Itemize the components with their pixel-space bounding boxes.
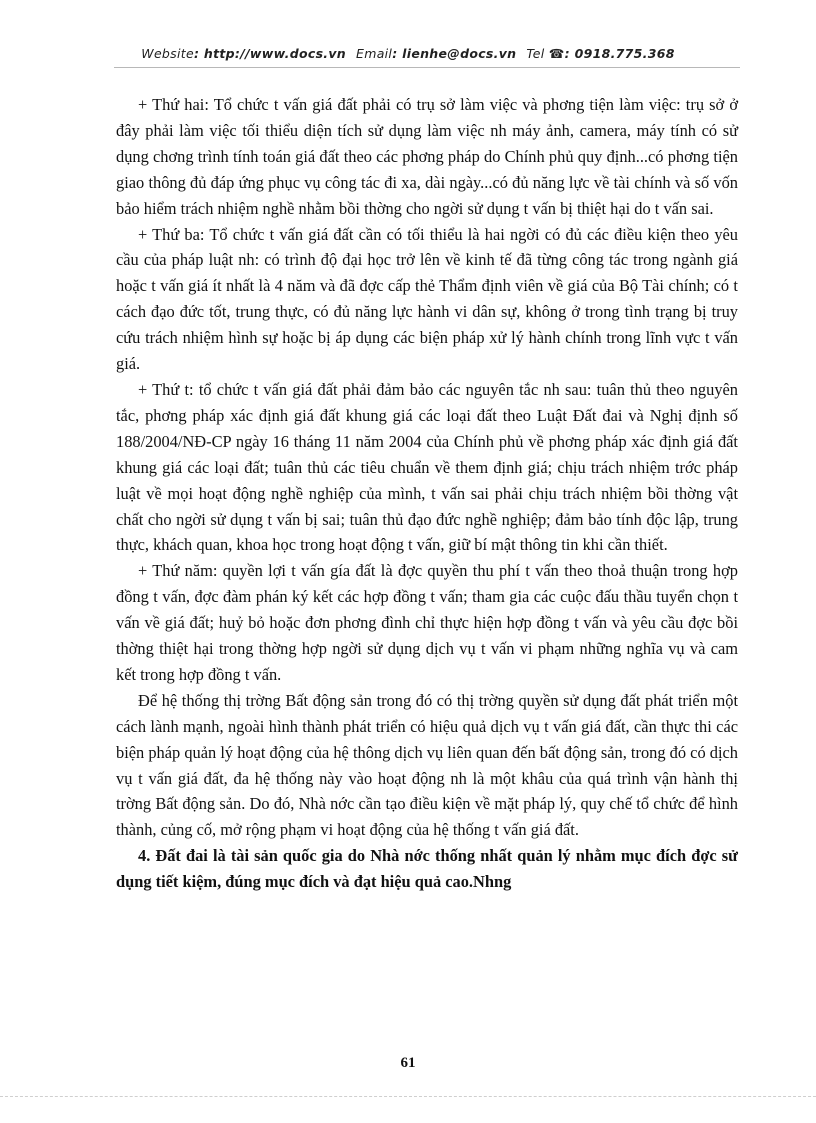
page-header — [0, 46, 816, 61]
paragraph-thu-tu: + Thứ t: tổ chức t vấn giá đất phải đảm bảo các nguyên tắc nh sau: tuân thủ theo nguyên tắc, phơng pháp xác định giá đất khung giá các loại đất theo Luật Đất đai và Nghị định số 188/2004/NĐ-CP ngày 16 tháng 11 năm 2004 của Chính phủ về phơng pháp xác định giá đất khung giá các loại đất; tuân thủ các tiêu chuẩn về them định giá; chịu trách nhiệm trớc pháp luật về mọi hoạt động nghề nghiệp của mình, t vấn sai phải chịu trách nhiệm bồi thờng vật chất cho ngời sử dụng t vấn bị sai; tuân thủ đạo đức nghề nghiệp; đảm bảo tính độc lập, trung thực, khách quan, khoa học trong hoạt động t vấn, giữ bí mật thông tin khi cần thiết. — [116, 379, 738, 555]
paragraph-thu-nam: + Thứ năm: quyền lợi t vấn gía đất là đợc quyền thu phí t vấn theo thoả thuận trong hợp đồng t vấn, đợc đàm phán ký kết các hợp đồng t vấn; tham gia các cuộc đấu thầu tuyển chọn t vấn về giá đất; huỷ bỏ hoặc đơn phơng đình chỉ thực hiện hợp đồng t vấn và yêu cầu đợc bồi thờng thiệt hại trong thờng hợp ngời sử dụng dịch vụ t vấn vi phạm những nghĩa vụ và cam kết trong hợp đồng t vấn. — [116, 561, 738, 684]
tel-label: Tel — [526, 46, 545, 61]
tel-value: : 0918.775.368 — [564, 46, 675, 61]
page-bottom-divider — [0, 1096, 816, 1097]
paragraph-thu-hai: + Thứ hai: Tổ chức t vấn giá đất phải có trụ sở làm việc và phơng tiện làm việc: trụ sở ở đây phải làm việc tối thiểu diện tích sử dụng làm việc nh máy ảnh, camera, máy tính có sử dụng chơng trình tính toán giá đất theo các phơng pháp do Chính phủ quy định...có phơng tiện giao thông đủ đáp ứng phục vụ công tác đi xa, dài ngày...có đủ năng lực về tài chính và số vốn bảo hiểm trách nhiệm nghề nhằm bồi thờng cho ngời sử dụng t vấn bị thiệt hại do t vấn sai. — [116, 95, 738, 218]
section-heading: 4. Đất đai là tài sản quốc gia do Nhà nớc thống nhất quản lý nhằm mục đích đợc sử dụng tiết kiệm, đúng mục đích và đạt hiệu quả cao.Nhng — [116, 846, 738, 892]
email-label: Email — [356, 46, 393, 61]
document-body — [116, 92, 738, 895]
header-divider — [114, 67, 740, 68]
website-value: : http://www.docs.vn — [193, 46, 347, 61]
page-number: 61 — [400, 1055, 416, 1071]
paragraph-thi-truong: Để hệ thống thị trờng Bất động sản trong đó có thị trờng quyền sử dụng đất phát triển một cách lành mạnh, ngoài hình thành phát triển có hiệu quả dịch vụ t vấn giá đất, cần thực thi các biện pháp quản lý hoạt động của hệ thông dịch vụ liên quan đến bất động sản, trong đó có dịch vụ t vấn giá đất, đa hệ thống này vào hoạt động nh là một khâu của quá trình vận hành thị trờng Bất động sản. Do đó, Nhà nớc cần tạo điều kiện về mặt pháp lý, quy chế tổ chức để hình thành, củng cố, mở rộng phạm vi hoạt động của hệ thống t vấn giá đất. — [116, 690, 738, 840]
website-label: Website — [141, 46, 194, 61]
paragraph-thu-ba: + Thứ ba: Tổ chức t vấn giá đất cần có tối thiểu là hai ngời có đủ các điều kiện theo yêu cầu của pháp luật nh: có trình độ đại học trở lên về kinh tế đã từng công tác trong ngành giá hoặc t vấn giá ít nhất là 4 năm và đã đợc cấp thẻ Thẩm định viên về giá của Bộ Tài chính; có t cách đạo đức tốt, trung thực, có đủ năng lực hành vi dân sự, không ở trong tình trạng bị truy cứu trách nhiệm hình sự hoặc bị áp dụng các biện pháp xử lý hành chính trong lĩnh vực t vấn giá. — [116, 224, 738, 374]
email-value: : lienhe@docs.vn — [392, 46, 517, 61]
phone-icon: ☎ — [548, 46, 565, 61]
